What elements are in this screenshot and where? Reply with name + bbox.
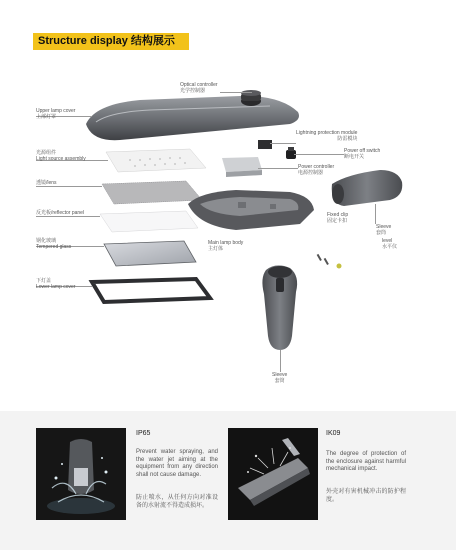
light-source-assembly-part — [106, 149, 206, 172]
lens-part — [102, 181, 202, 204]
label-fixed-clip: Fixed clip 固定卡扣 — [327, 212, 349, 224]
reflector-panel-part — [100, 211, 198, 232]
sleeve-right-part — [332, 170, 403, 206]
fixed-clip-1 — [317, 254, 322, 261]
ik09-image — [228, 428, 318, 520]
label-lens: 透镜/lens — [36, 180, 57, 186]
lower-lamp-cover-part — [92, 279, 210, 302]
ik09-desc-zh: 外壳对有害机械冲击的防护程度。 — [326, 489, 406, 503]
label-lightning-protection: Lightning protection module 防雷模块 — [296, 130, 358, 142]
label-light-source: 光源组件 Light source assembly — [36, 150, 86, 162]
label-sleeve-bottom: Sleeve 套筒 — [272, 372, 288, 384]
power-switch-part — [286, 147, 296, 159]
label-power-off-switch: Power off switch 断电开关 — [344, 148, 381, 160]
ik09-desc-en: The degree of protection of the enclosure against harmful mechanical impact. — [326, 451, 406, 472]
main-lamp-body-part — [188, 190, 314, 230]
label-upper-lamp-cover: Upper lamp cover 上部灯罩 — [36, 108, 76, 120]
leader-sleeve-right — [375, 204, 376, 224]
label-lower-lamp-cover: 下灯盖 Lower lamp cover — [36, 278, 76, 290]
leader-reflector — [36, 216, 100, 217]
ip65-desc-zh: 防止喷水，从任何方向对准设备的水射流不得造成损坏。 — [136, 495, 218, 509]
fixed-clip-2 — [324, 258, 329, 265]
lightning-module-part — [258, 140, 272, 149]
label-optical-controller: Optical controller 光学控制器 — [180, 82, 218, 94]
leader-optical — [220, 92, 252, 93]
sleeve-bottom-part — [262, 265, 297, 350]
ik09-title: IK09 — [326, 430, 341, 437]
label-tempered-glass: 钢化玻璃 Tempered glass — [36, 238, 72, 250]
ip65-title: IP65 — [136, 430, 151, 437]
leader-sleeve-bottom — [280, 350, 281, 372]
label-main-lamp-body: Main lamp body 主灯体 — [208, 240, 244, 252]
label-sleeve-right: Sleeve 套筒 — [376, 224, 392, 236]
ip65-image — [36, 428, 126, 520]
upper-lamp-cover — [86, 96, 299, 140]
label-reflector: 反光板/reflector panel — [36, 210, 85, 216]
label-power-controller: Power controller 电源控制器 — [298, 164, 335, 176]
leader-lens — [36, 186, 102, 187]
section-title: Structure display 结构展示 — [33, 33, 189, 50]
ip65-desc-en: Prevent water spraying, and the water jet aiming at the equipment from any direction shall not cause damage. — [136, 449, 218, 478]
label-level: level 水平仪 — [382, 238, 398, 250]
leader-poweroff — [294, 154, 344, 155]
leader-lightning — [270, 143, 296, 144]
power-controller-part — [222, 157, 262, 177]
level-part — [337, 264, 342, 269]
leader-powerctrl — [258, 168, 298, 169]
tempered-glass-part — [104, 241, 196, 266]
